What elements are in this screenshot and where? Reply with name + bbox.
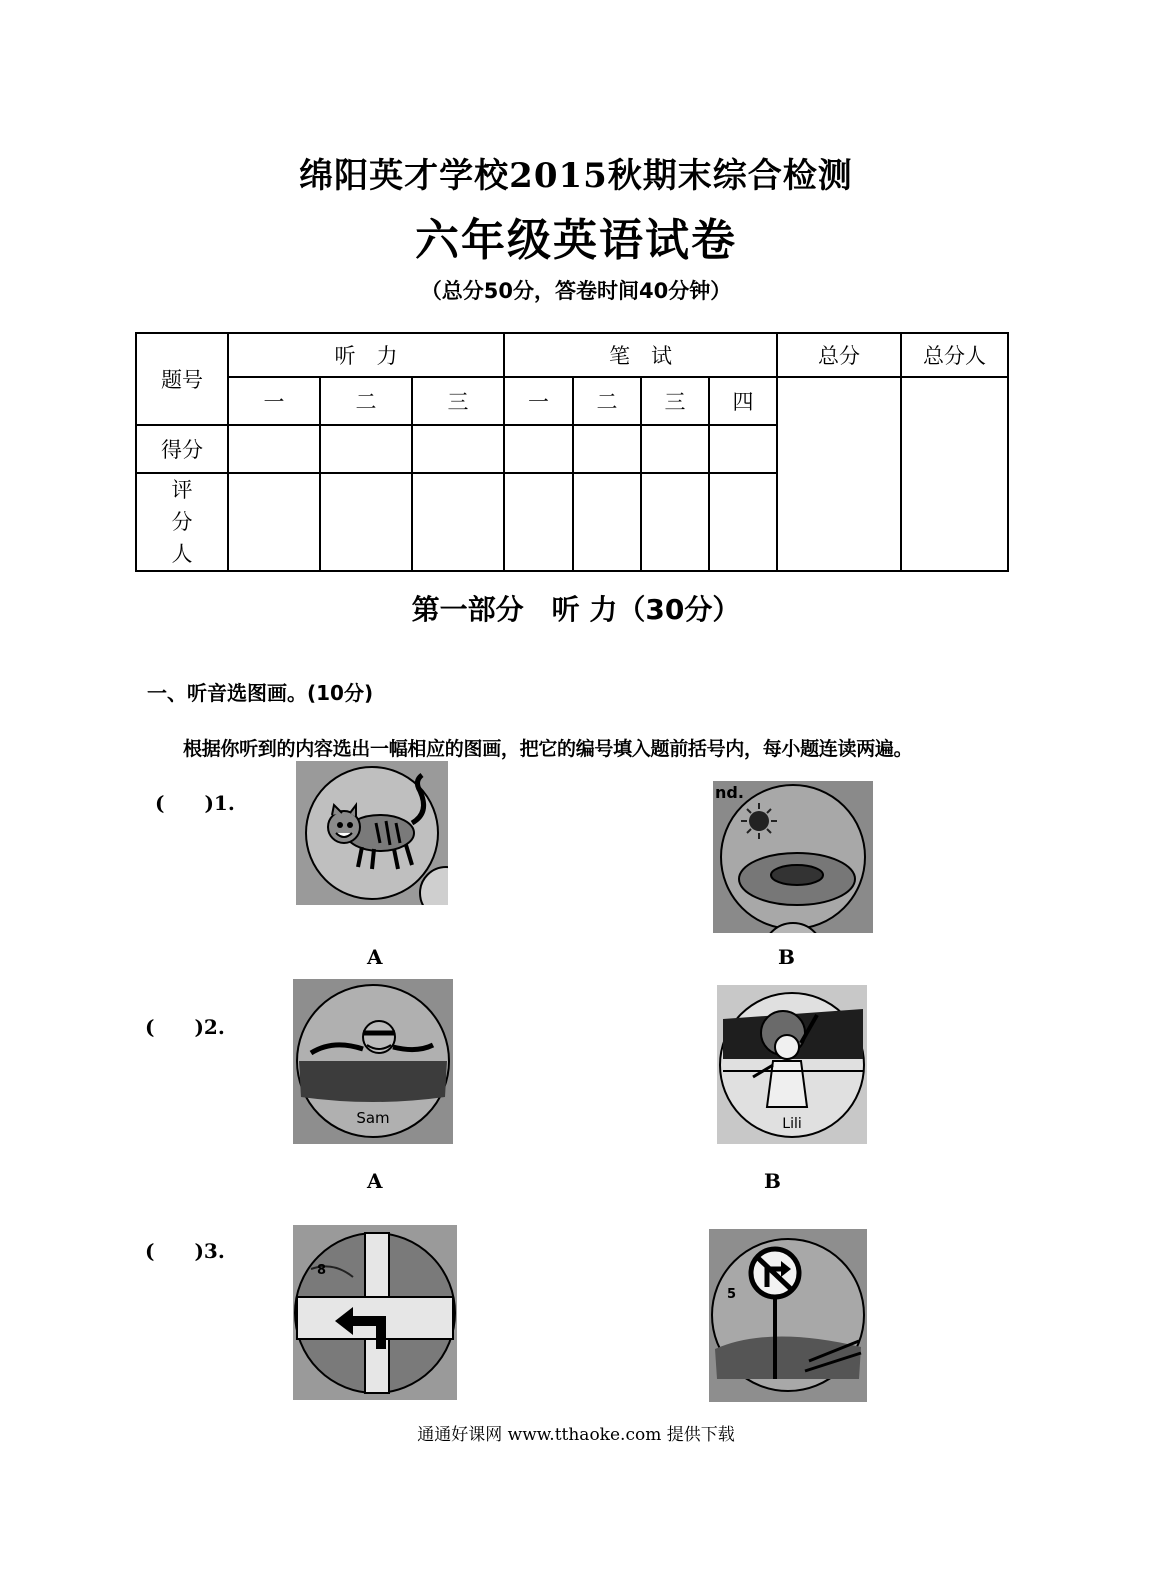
score-cell [573,425,641,473]
turn-left-sign-icon [293,1225,457,1400]
picture-label: 8 [317,1263,327,1278]
row-score-label: 得分 [136,425,228,473]
col-listening-1: 一 [228,377,320,425]
sun-island-icon [713,781,873,933]
score-cell [412,425,504,473]
row-scorer-char: 分 [171,510,193,534]
question-1-number: ( )1. [155,791,235,815]
col-writing-4: 四 [709,377,777,425]
question-1-picture-a [296,761,448,905]
question-3-picture-a [293,1225,457,1400]
cat-icon [296,761,448,905]
part1-title: 第一部分 听 力（30分） [411,593,741,626]
scorer-cell [228,473,320,571]
question-3-picture-b [709,1229,867,1402]
col-listening-2: 二 [320,377,412,425]
row-scorer-label [136,473,228,571]
question-2-number: ( )2. [145,1015,225,1039]
total-score-cell [777,377,901,571]
col-writing-2: 二 [573,377,641,425]
col-writing-3: 三 [641,377,709,425]
header-listening: 听 力 [228,333,504,377]
picture-label: nd. [715,783,744,802]
question-1-option-b: B [778,945,795,969]
score-cell [709,425,777,473]
footer: 通通好课网 www.tthaoke.com 提供下载 [417,1425,735,1445]
picture-label: Sam [356,1109,390,1127]
scorer-cell [641,473,709,571]
picture-label: Lili [782,1116,802,1132]
picture-label: 5 [727,1287,737,1302]
total-scorer-cell [901,377,1008,571]
row-scorer-char: 评 [171,478,193,502]
section1-instruction: 根据你听到的内容选出一幅相应的图画，把它的编号填入题前括号内，每小题连读两遍。 [183,738,913,760]
question-1-option-a: A [367,945,383,969]
scorer-cell [573,473,641,571]
scorer-cell [709,473,777,571]
question-1-picture-b [713,781,873,933]
paper-title: 六年级英语试卷 [415,215,737,266]
school-title: 绵阳英才学校2015秋期末综合检测 [299,156,853,196]
header-question-number: 题号 [136,333,228,425]
question-2-picture-a [293,979,453,1144]
scorer-cell [320,473,412,571]
scorer-cell [504,473,573,571]
header-total-scorer: 总分人 [901,333,1008,377]
header-writing: 笔 试 [504,333,777,377]
section1-title: 一、听音选图画。(10分) [147,681,374,705]
header-total: 总分 [777,333,901,377]
score-note: （总分50分，答卷时间40分钟） [420,279,732,303]
score-table [135,332,1009,572]
scorer-cell [412,473,504,571]
score-cell [228,425,320,473]
question-2-option-b: B [764,1169,781,1193]
col-writing-1: 一 [504,377,573,425]
no-right-turn-sign-icon [709,1229,867,1402]
question-2-option-a: A [367,1169,383,1193]
question-2-picture-b [717,985,867,1144]
score-cell [320,425,412,473]
col-listening-3: 三 [412,377,504,425]
score-cell [504,425,573,473]
question-3-number: ( )3. [145,1239,225,1263]
score-cell [641,425,709,473]
row-scorer-char: 人 [171,542,193,566]
